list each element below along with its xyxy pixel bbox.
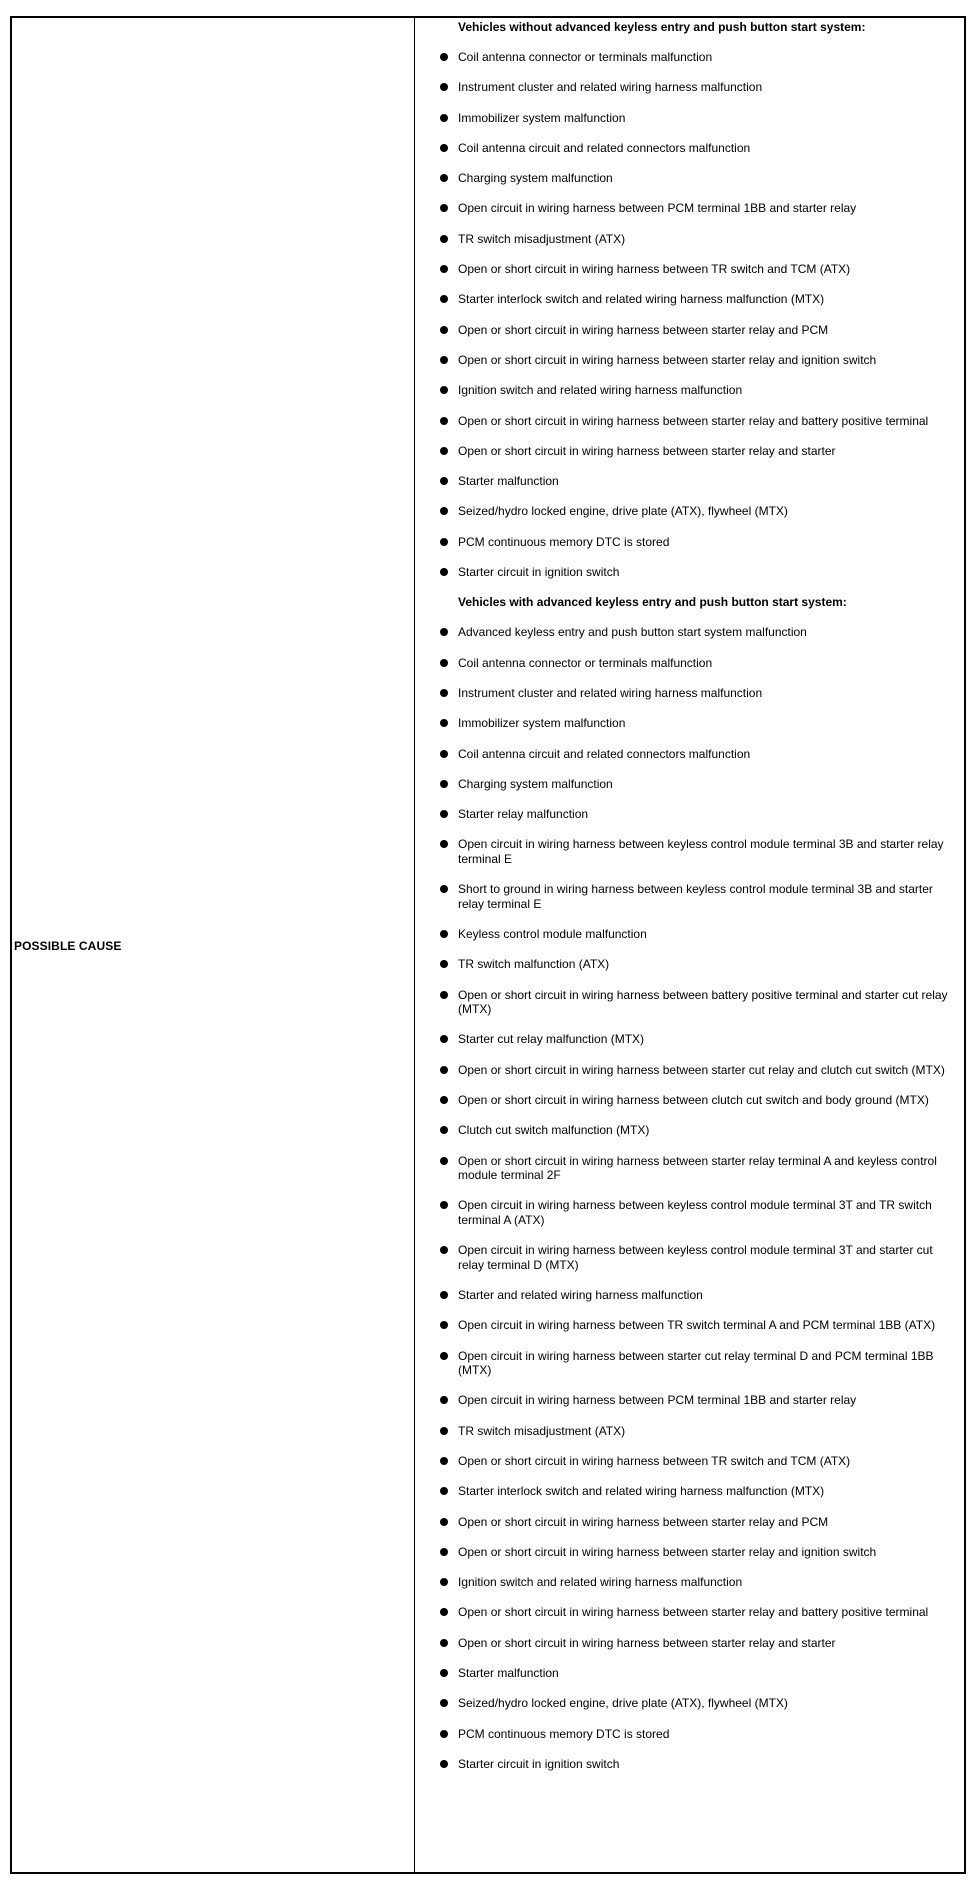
list-item [440,625,954,640]
list-item [440,1093,954,1108]
list-item [440,1243,954,1272]
bullet-icon [440,1608,448,1616]
bullet-icon [440,1699,448,1707]
list-item-text: PCM continuous memory DTC is stored [458,1726,670,1741]
list-item-text: Charging system malfunction [458,776,613,791]
bullet-icon [440,1096,448,1104]
list-item-text: Starter malfunction [458,1666,559,1681]
list-item [440,474,954,489]
bullet-icon [440,568,448,576]
list-item-text: Open or short circuit in wiring harness between battery positive terminal and starter cut relay (MTX) [458,987,948,1017]
list-item-text: Advanced keyless entry and push button start system malfunction [458,625,807,640]
list-item-text: Starter malfunction [458,474,559,489]
bullet-icon [440,1126,448,1134]
bullet-icon [440,83,448,91]
list-item [440,1636,954,1651]
list-item [440,837,954,866]
group-heading: Vehicles without advanced keyless entry and push button start system: [458,20,866,34]
bullet-icon [440,750,448,758]
bullet-icon [440,1427,448,1435]
bullet-icon [440,1639,448,1647]
list-item [440,1288,954,1303]
list-item-text: Open or short circuit in wiring harness between starter relay and starter [458,443,836,458]
bullet-icon [440,114,448,122]
list-item [440,383,954,398]
list-item-text: Starter and related wiring harness malfunction [458,1287,703,1302]
list-item [440,882,954,911]
bullet-icon [440,1201,448,1209]
bullet-icon [440,538,448,546]
list-item-text: Ignition switch and related wiring harness malfunction [458,383,743,398]
list-item-text: Starter circuit in ignition switch [458,1756,620,1771]
list-item [440,1454,954,1469]
list-item [440,777,954,792]
list-item-text: Instrument cluster and related wiring harness malfunction [458,80,763,95]
bullet-icon [440,507,448,515]
list-item [440,1545,954,1560]
bullet-icon [440,326,448,334]
bullet-icon [440,628,448,636]
list-item [440,957,954,972]
bullet-icon [440,780,448,788]
list-item-text: Open or short circuit in wiring harness between starter relay and PCM [458,1514,829,1529]
list-item-text: PCM continuous memory DTC is stored [458,534,670,549]
bullet-icon [440,356,448,364]
list-item [440,927,954,942]
list-item-text: Coil antenna connector or terminals malfunction [458,655,713,670]
bullet-icon [440,659,448,667]
possible-cause-table [10,16,966,1874]
bullet-icon [440,1352,448,1360]
cause-list [440,50,954,580]
bullet-icon [440,53,448,61]
list-item-text: Starter relay malfunction [458,807,589,822]
list-item [440,292,954,307]
list-item [440,656,954,671]
bullet-icon [440,1730,448,1738]
list-item [440,1318,954,1333]
list-item-text: Open circuit in wiring harness between keyless control module terminal 3T and TR switch terminal A (ATX) [458,1198,932,1227]
list-item-text: Open or short circuit in wiring harness between TR switch and TCM (ATX) [458,262,851,277]
list-item-text: Coil antenna connector or terminals malfunction [458,50,713,64]
bullet-icon [440,689,448,697]
list-item [440,1198,954,1227]
list-item [440,1154,954,1183]
list-item [440,1349,954,1378]
list-item [440,323,954,338]
bullet-icon [440,295,448,303]
list-item-text: Open or short circuit in wiring harness between starter relay and ignition switch [458,1544,877,1559]
bullet-icon [440,1157,448,1165]
list-item [440,262,954,277]
bullet-icon [440,885,448,893]
list-item [440,807,954,822]
list-item [440,1484,954,1499]
bullet-icon [440,417,448,425]
list-item [440,716,954,731]
list-item [440,1063,954,1078]
list-item [440,1424,954,1439]
list-item [440,353,954,368]
list-item-text: Immobilizer system malfunction [458,716,626,731]
list-item-text: Open or short circuit in wiring harness between starter relay and battery positive terminal [458,1605,929,1620]
list-item-text: Coil antenna circuit and related connectors malfunction [458,140,751,155]
list-item-text: Coil antenna circuit and related connectors malfunction [458,746,751,761]
cause-list [440,625,954,1771]
bullet-icon [440,960,448,968]
list-item-text: Open or short circuit in wiring harness between TR switch and TCM (ATX) [458,1453,851,1468]
bullet-icon [440,265,448,273]
list-item-text: Short to ground in wiring harness between keyless control module terminal 3B and starter relay terminal E [458,882,933,911]
list-item [440,1605,954,1620]
cause-list-container [440,19,954,1787]
list-item-text: Charging system malfunction [458,171,613,186]
list-item-text: Starter cut relay malfunction (MTX) [458,1032,645,1047]
list-item-text: Open circuit in wiring harness between keyless control module terminal 3T and starter cut relay terminal D (MTX) [458,1243,933,1272]
list-item [440,1727,954,1742]
bullet-icon [440,719,448,727]
bullet-icon [440,1578,448,1586]
list-item [440,1757,954,1772]
list-item [440,988,954,1017]
bullet-icon [440,1760,448,1768]
bullet-icon [440,144,448,152]
bullet-icon [440,1396,448,1404]
list-item [440,50,954,65]
bullet-icon [440,174,448,182]
cause-list-cell [415,18,964,1872]
bullet-icon [440,235,448,243]
list-item-text: Open or short circuit in wiring harness between starter relay terminal A and keyless control module terminal 2F [458,1153,937,1183]
list-item-text: Open or short circuit in wiring harness between starter relay and starter [458,1635,836,1650]
list-item [440,1696,954,1711]
bullet-icon [440,991,448,999]
list-item [440,232,954,247]
list-item-text: Starter circuit in ignition switch [458,565,620,580]
list-item-text: Seized/hydro locked engine, drive plate (ATX), flywheel (MTX) [458,504,788,519]
list-item [440,1515,954,1530]
bullet-icon [440,1518,448,1526]
list-item-text: Seized/hydro locked engine, drive plate (ATX), flywheel (MTX) [458,1696,788,1711]
bullet-icon [440,1457,448,1465]
row-label-cell [12,18,415,1872]
list-item [440,535,954,550]
list-item-text: Instrument cluster and related wiring harness malfunction [458,685,763,700]
list-item [440,414,954,429]
list-item [440,171,954,186]
list-item-text: Open or short circuit in wiring harness between starter relay and ignition switch [458,352,877,367]
bullet-icon [440,1669,448,1677]
bullet-icon [440,1035,448,1043]
bullet-icon [440,1066,448,1074]
bullet-icon [440,840,448,848]
list-item [440,504,954,519]
bullet-icon [440,810,448,818]
list-item-text: Open circuit in wiring harness between PCM terminal 1BB and starter relay [458,201,857,216]
list-item-text: Open circuit in wiring harness between TR switch terminal A and PCM terminal 1BB (ATX) [458,1318,936,1333]
bullet-icon [440,1321,448,1329]
list-item [440,1032,954,1047]
list-item-text: Immobilizer system malfunction [458,110,626,125]
bullet-icon [440,477,448,485]
list-item-text: TR switch misadjustment (ATX) [458,231,626,246]
list-item-text: TR switch misadjustment (ATX) [458,1423,626,1438]
bullet-icon [440,930,448,938]
list-item-text: Starter interlock switch and related wiring harness malfunction (MTX) [458,1484,825,1499]
list-item [440,686,954,701]
bullet-icon [440,1487,448,1495]
list-item [440,1393,954,1408]
list-item-text: Open circuit in wiring harness between keyless control module terminal 3B and starter relay terminal E [458,837,944,866]
list-item-text: TR switch malfunction (ATX) [458,957,610,972]
list-item [440,1575,954,1590]
group-heading: Vehicles with advanced keyless entry and push button start system: [458,595,847,610]
list-item [440,111,954,126]
list-item [440,141,954,156]
list-item-text: Clutch cut switch malfunction (MTX) [458,1123,650,1138]
list-item-text: Open or short circuit in wiring harness between starter relay and battery positive terminal [458,413,929,428]
bullet-icon [440,1291,448,1299]
bullet-icon [440,1548,448,1556]
list-item [440,80,954,95]
list-item-text: Ignition switch and related wiring harness malfunction [458,1575,743,1590]
list-item-text: Open or short circuit in wiring harness between starter relay and PCM [458,322,829,337]
list-item-text: Open circuit in wiring harness between starter cut relay terminal D and PCM terminal 1BB (MTX) [458,1348,934,1378]
list-item-text: Open or short circuit in wiring harness between clutch cut switch and body ground (MTX) [458,1093,929,1107]
list-item-text: Keyless control module malfunction [458,927,647,942]
list-item-text: Open or short circuit in wiring harness between starter cut relay and clutch cut switch (MTX) [458,1062,945,1077]
list-item-text: Starter interlock switch and related wiring harness malfunction (MTX) [458,292,825,307]
bullet-icon [440,447,448,455]
bullet-icon [440,204,448,212]
list-item [440,1666,954,1681]
list-item [440,747,954,762]
bullet-icon [440,386,448,394]
list-item [440,565,954,580]
list-item [440,444,954,459]
list-item [440,201,954,216]
list-item-text: Open circuit in wiring harness between PCM terminal 1BB and starter relay [458,1393,857,1408]
bullet-icon [440,1246,448,1254]
row-label: POSSIBLE CAUSE [14,939,122,953]
list-item [440,1123,954,1138]
